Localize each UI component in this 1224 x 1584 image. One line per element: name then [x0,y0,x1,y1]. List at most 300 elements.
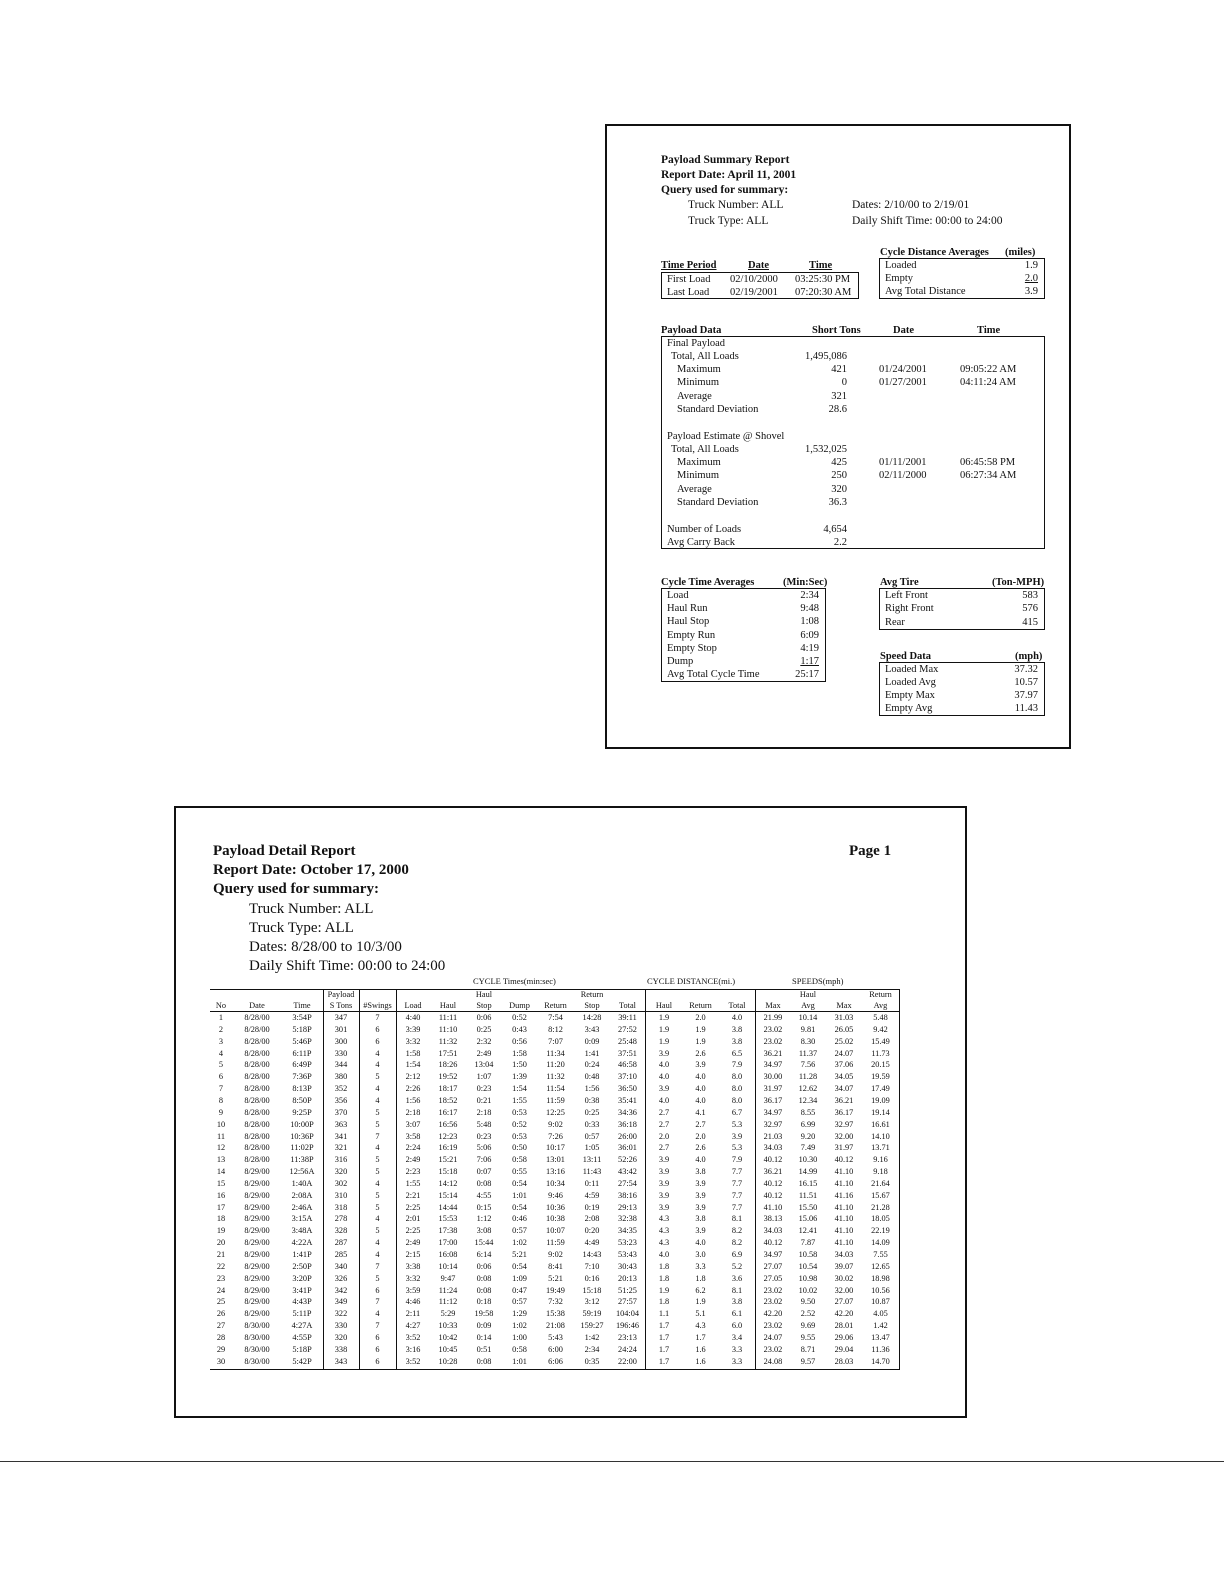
cell-speed-return-avg: 18.98 [871,1273,890,1283]
cell-speed-max2: 41.10 [834,1214,854,1224]
cell-speed-max: 21.03 [763,1131,783,1141]
cell-dist-total: 7.7 [731,1190,743,1200]
cell-speed-max: 21.99 [763,1013,783,1022]
cell-dist-haul: 1.9 [658,1013,670,1022]
cell-haul-stop: 0:25 [476,1024,492,1034]
cell-dist-haul: 1.9 [658,1024,670,1034]
cell-dist-total: 7.7 [731,1167,743,1177]
cell-time: 8:50P [292,1095,312,1105]
table-row [210,1333,900,1343]
cell-speed-haul-avg: 14.99 [798,1167,818,1177]
cell-speed-max2: 42.20 [834,1309,854,1319]
cell-dist-return: 4.0 [695,1238,706,1248]
cell-dump: 0:50 [512,1143,527,1153]
first-load-time: 03:25:30 PM [795,274,851,285]
cell-return: 11:59 [546,1238,565,1248]
cell-speed-haul-avg: 9.55 [800,1332,816,1342]
cell-speed-max: 42.20 [763,1309,783,1319]
cell-dist-total: 8.0 [731,1084,743,1094]
cell-date: 8/29/00 [244,1214,270,1224]
tire-right-front-label: Right Front [885,603,934,614]
cell-total: 37:51 [618,1048,637,1058]
summary-report-date: Report Date: April 11, 2001 [661,169,797,181]
cell-dist-total: 3.8 [731,1036,743,1046]
cell-speed-return-avg: 16.61 [871,1119,890,1129]
payload-final-avg-label: Average [677,391,712,402]
cell-dist-total: 3.8 [731,1024,743,1034]
cell-haul: 14:44 [438,1202,458,1212]
cell-haul-stop: 2:32 [476,1036,492,1046]
table-row [210,1084,900,1094]
cell-dump: 1:02 [512,1238,527,1248]
cell-load: 2:12 [405,1072,421,1082]
summary-truck-number: Truck Number: ALL [688,199,784,211]
cell-payload: 352 [334,1084,348,1094]
cell-date: 8/30/00 [244,1321,270,1331]
cell-date: 8/29/00 [244,1202,270,1212]
cell-speed-max: 34.03 [763,1143,783,1153]
cell-time: 1:40A [291,1178,313,1188]
cell-speed-max: 40.12 [763,1178,783,1188]
cell-speed-max2: 41.10 [834,1178,854,1188]
payload-date-header: Date [893,325,914,336]
payload-final-label: Final Payload [667,338,726,349]
cell-haul: 17:51 [438,1048,458,1058]
cell-time: 3:48A [291,1226,313,1236]
cycle-haul-stop-value: 1:08 [800,616,819,627]
cell-no: 5 [218,1060,224,1070]
cell-swings: 7 [375,1131,380,1141]
cell-haul: 11:12 [438,1297,458,1307]
cell-return-stop: 0:09 [584,1036,600,1046]
cell-total: 52:26 [618,1155,637,1165]
payload-final-min-date: 01/27/2001 [879,377,927,388]
cell-speed-haul-avg: 6.99 [800,1119,816,1129]
cell-return: 11:59 [546,1095,565,1105]
header-return-stop-top: Return [580,990,604,999]
cell-payload: 347 [334,1013,348,1022]
cycle-dump-value: 1:17 [800,656,819,667]
cell-return: 6:00 [548,1344,563,1354]
cell-speed-return-avg: 4.05 [873,1309,888,1319]
cell-total: 27:54 [618,1178,637,1188]
cell-total: 32:38 [618,1214,637,1224]
cell-speed-max: 34.97 [763,1250,783,1259]
cell-time: 10:36P [290,1131,314,1141]
cell-return: 19:49 [546,1285,565,1295]
table-row [210,1143,900,1153]
cell-swings: 4 [375,1238,380,1248]
cell-speed-max: 34.03 [763,1226,783,1236]
cell-date: 8/30/00 [244,1344,270,1354]
cell-return: 9:02 [548,1119,563,1129]
cell-dist-total: 5.2 [731,1261,743,1271]
cell-load: 3:16 [405,1344,421,1354]
cell-return-stop: 0:19 [584,1202,600,1212]
cell-return-stop: 4:59 [584,1190,600,1200]
cell-speed-max: 31.97 [763,1084,783,1094]
cell-speed-haul-avg: 11.51 [798,1190,818,1200]
cell-return: 7:54 [548,1013,563,1022]
payload-final-min-time: 04:11:24 AM [960,377,1016,388]
cell-dist-haul: 1.1 [658,1309,670,1319]
cell-swings: 5 [375,1190,380,1200]
cell-load: 3:39 [405,1024,421,1034]
cell-speed-return-avg: 21.64 [871,1178,890,1188]
cell-time: 11:38P [290,1155,314,1165]
cell-dist-return: 2.0 [695,1131,706,1141]
cell-dist-total: 8.1 [731,1285,743,1295]
cell-dist-haul: 4.3 [658,1226,670,1236]
cell-no: 27 [216,1321,226,1331]
cell-dist-return: 1.9 [695,1036,706,1046]
cell-date: 8/29/00 [244,1297,270,1307]
tire-left-front-label: Left Front [885,590,928,601]
cell-speed-max2: 41.10 [834,1167,854,1177]
cell-date: 8/29/00 [244,1167,270,1177]
table-row [210,1309,900,1319]
table-row [210,1297,900,1307]
cell-swings: 7 [375,1013,380,1022]
cell-return: 7:32 [548,1297,563,1307]
payload-estimate-label: Payload Estimate @ Shovel [667,431,785,442]
cell-haul-stop: 4:55 [476,1190,492,1200]
cell-return-stop: 0:35 [584,1356,600,1366]
cell-dist-return: 5.1 [695,1309,706,1319]
cell-dump: 0:58 [512,1155,527,1165]
cell-payload: 318 [334,1202,348,1212]
cell-haul-stop: 0:18 [476,1297,492,1307]
cell-no: 3 [218,1036,224,1046]
cell-speed-max: 32.97 [763,1119,783,1129]
cell-return-stop: 1:42 [584,1332,600,1342]
cell-swings: 5 [375,1107,380,1117]
detail-title: Payload Detail Report [213,843,356,859]
cell-load: 3:58 [405,1131,421,1141]
cell-date: 8/30/00 [244,1332,270,1342]
cell-load: 1:55 [405,1178,421,1188]
cell-speed-max: 40.12 [763,1155,783,1165]
cell-speed-max2: 34.03 [834,1250,854,1259]
speed-loaded-max-label: Loaded Max [885,664,939,675]
cell-load: 1:54 [405,1060,421,1070]
summary-query-label: Query used for summary: [661,184,789,196]
cell-speed-max: 24.07 [763,1332,783,1342]
cell-haul: 19:52 [438,1072,458,1082]
cell-speed-return-avg: 22.19 [871,1226,890,1236]
cell-dump: 0:55 [512,1167,527,1177]
payload-estimate-max-value: 425 [831,457,847,468]
cell-no: 13 [216,1155,226,1165]
cell-haul-stop: 0:06 [476,1261,492,1271]
cell-speed-haul-avg: 8.71 [800,1344,816,1354]
cell-speed-max2: 29.04 [834,1344,854,1354]
cell-speed-max2: 26.05 [834,1024,854,1034]
cell-speed-haul-avg: 9.69 [800,1321,816,1331]
cell-speed-haul-avg: 9.81 [800,1024,816,1034]
cell-date: 8/29/00 [244,1190,270,1200]
cell-return-stop: 15:18 [582,1285,602,1295]
cell-return: 10:38 [546,1214,565,1224]
distance-empty-label: Empty [885,273,913,284]
cell-dist-total: 6.0 [731,1321,743,1331]
cell-load: 2:23 [405,1167,421,1177]
cell-dist-return: 4.0 [695,1084,706,1094]
cell-dist-total: 3.3 [731,1356,743,1366]
table-row [210,1037,900,1047]
cell-haul: 14:12 [438,1178,458,1188]
cell-no: 6 [218,1072,224,1082]
cell-date: 8/29/00 [244,1273,270,1283]
cell-dump: 0:47 [512,1285,527,1295]
cell-return-stop: 1:41 [584,1048,600,1058]
payload-final-min-value: 0 [841,377,847,388]
cell-haul-stop: 19:58 [474,1309,494,1319]
cell-return-stop: 0:20 [584,1226,600,1236]
table-row [210,1214,900,1224]
cell-return: 10:17 [546,1143,565,1153]
cell-time: 4:22A [291,1238,313,1248]
cell-no: 15 [216,1178,226,1188]
cycle-empty-stop-value: 4:19 [800,643,819,654]
cell-date: 8/28/00 [244,1060,270,1070]
cell-date: 8/29/00 [244,1285,270,1295]
group-header-cycle-times: CYCLE Times(min:sec) [473,976,556,986]
cell-load: 3:59 [405,1285,421,1295]
cell-haul-stop: 0:23 [476,1131,492,1141]
cell-dump: 0:43 [512,1024,527,1034]
cell-payload: 285 [334,1250,348,1259]
header-no: No [215,1001,227,1010]
payload-estimate-max-label: Maximum [677,457,721,468]
cell-total: 38:16 [618,1190,637,1200]
summary-shift: Daily Shift Time: 00:00 to 24:00 [852,215,1003,227]
cell-date: 8/29/00 [244,1226,270,1236]
carry-back-label: Avg Carry Back [667,537,736,548]
cell-dist-return: 4.0 [695,1155,706,1165]
payload-estimate-max-date: 01/11/2001 [879,457,927,468]
cell-load: 2:18 [405,1107,421,1117]
cell-dist-haul: 2.0 [658,1131,670,1141]
cell-payload: 301 [334,1024,348,1034]
header-total: Total [619,1001,636,1010]
cell-payload: 326 [334,1273,348,1283]
cell-payload: 370 [334,1107,348,1117]
cell-dist-return: 1.8 [695,1273,706,1283]
cell-dist-haul: 1.8 [658,1261,670,1271]
cell-haul: 18:17 [438,1084,458,1094]
table-row [210,1274,900,1284]
cell-haul-stop: 0:09 [476,1321,492,1331]
cell-time: 2:50P [292,1261,312,1271]
cell-payload: 287 [334,1238,348,1248]
cell-no: 23 [216,1273,226,1283]
cell-haul: 15:14 [438,1190,458,1200]
payload-final-total-value: 1,495,086 [805,351,847,362]
cell-swings: 5 [375,1273,380,1283]
cell-no: 4 [218,1048,224,1058]
cell-haul: 16:17 [438,1107,458,1117]
cell-dist-return: 1.6 [695,1356,706,1366]
cell-haul-stop: 5:06 [476,1143,492,1153]
cell-speed-max: 24.08 [763,1356,783,1366]
cell-total: 43:42 [618,1167,637,1177]
cell-haul: 11:10 [438,1024,458,1034]
cell-dist-haul: 3.9 [658,1202,670,1212]
cell-time: 3:20P [292,1273,312,1283]
cycle-total-value: 25:17 [795,669,819,680]
cell-no: 16 [216,1190,226,1200]
cell-haul: 9:47 [440,1273,456,1283]
group-header-cycle-distance: CYCLE DISTANCE(mi.) [647,976,736,986]
cell-payload: 343 [334,1356,348,1366]
cell-haul-stop: 7:06 [476,1155,492,1165]
cell-dist-return: 2.7 [695,1119,706,1129]
cell-load: 2:15 [405,1250,421,1259]
cell-load: 3:38 [405,1261,421,1271]
cell-load: 2:24 [405,1143,421,1153]
cell-date: 8/28/00 [244,1013,270,1022]
cell-haul-stop: 0:08 [476,1273,492,1283]
cell-dump: 1:58 [512,1048,527,1058]
cell-total: 51:25 [618,1285,637,1295]
cell-dump: 0:53 [512,1131,527,1141]
cell-no: 9 [218,1107,224,1117]
cell-haul: 10:33 [438,1321,458,1331]
cell-return-stop: 7:10 [584,1261,600,1271]
cell-dump: 1:01 [512,1356,527,1366]
cell-dist-return: 1.6 [695,1344,706,1354]
cell-speed-max: 34.97 [763,1107,783,1117]
cell-haul: 10:14 [438,1261,458,1271]
cell-dist-total: 4.0 [731,1013,743,1022]
cell-total: 34:36 [618,1107,637,1117]
cell-return-stop: 0:25 [584,1107,600,1117]
cell-dump: 1:39 [512,1072,527,1082]
header-speed-haul-avg: Avg [801,1001,815,1010]
table-row [210,1286,900,1296]
cell-speed-max2: 31.97 [834,1143,854,1153]
cell-dist-haul: 3.9 [658,1048,670,1058]
cell-load: 4:40 [405,1013,421,1022]
cell-dist-haul: 2.7 [658,1107,670,1117]
cell-time: 4:27A [291,1321,313,1331]
cell-return: 11:20 [546,1060,565,1070]
cell-return: 11:32 [546,1072,565,1082]
cell-dist-haul: 2.7 [658,1143,670,1153]
cell-payload: 330 [334,1321,348,1331]
cell-haul-stop: 15:44 [474,1238,494,1248]
cell-dump: 0:54 [512,1261,527,1271]
summary-truck-type: Truck Type: ALL [688,215,769,227]
cell-payload: 316 [334,1155,348,1165]
cell-no: 11 [217,1131,225,1141]
cell-date: 8/29/00 [244,1250,270,1259]
cell-speed-haul-avg: 7.56 [800,1060,816,1070]
cycle-empty-run-value: 6:09 [800,630,819,641]
cell-swings: 6 [375,1344,380,1354]
detail-page-number: Page 1 [849,843,892,859]
cell-speed-haul-avg: 15.06 [798,1214,818,1224]
cell-haul-stop: 3:08 [476,1226,492,1236]
cell-speed-max2: 27.07 [834,1297,854,1307]
payload-final-total-label: Total, All Loads [671,351,739,362]
cell-load: 2:26 [405,1084,421,1094]
cycle-empty-stop-label: Empty Stop [667,643,717,654]
distance-empty-value: 2.0 [1024,273,1038,284]
cell-return-stop: 0:38 [584,1095,600,1105]
cell-speed-max2: 29.06 [834,1332,854,1342]
cell-speed-return-avg: 10.87 [871,1297,890,1307]
cell-no: 21 [216,1250,226,1259]
cell-dump: 0:53 [512,1107,527,1117]
cell-speed-max2: 25.02 [834,1036,854,1046]
cell-swings: 7 [375,1297,380,1307]
cell-dist-haul: 4.0 [658,1072,670,1082]
cell-swings: 4 [375,1095,380,1105]
cell-speed-return-avg: 11.36 [871,1344,890,1354]
cell-no: 17 [216,1202,226,1212]
cell-no: 10 [216,1119,226,1129]
header-haul: Haul [439,1001,457,1010]
cell-payload: 380 [334,1072,348,1082]
cell-time: 5:18P [292,1024,312,1034]
table-row [210,1049,900,1059]
cell-time: 2:46A [291,1202,313,1212]
cell-haul-stop: 0:07 [476,1167,492,1177]
cell-time: 5:42P [292,1356,312,1366]
cycle-load-value: 2:34 [800,590,819,601]
cell-haul: 16:19 [438,1143,458,1153]
cell-time: 4:43P [292,1297,312,1307]
cell-no: 8 [218,1095,224,1105]
cell-no: 1 [218,1013,224,1022]
cell-return-stop: 2:08 [584,1214,600,1224]
cell-dist-haul: 4.0 [658,1060,670,1070]
cell-total: 46:58 [618,1060,637,1070]
cell-dist-haul: 3.9 [658,1190,670,1200]
cell-total: 53:23 [618,1238,637,1248]
detail-query-label: Query used for summary: [213,881,379,897]
detail-dates: Dates: 8/28/00 to 10/3/00 [249,939,402,955]
cell-dist-total: 5.3 [731,1119,743,1129]
cell-total: 26:00 [618,1131,637,1141]
cell-time: 5:18P [292,1344,312,1354]
summary-title: Payload Summary Report [661,154,790,166]
cell-haul: 16:56 [438,1119,458,1129]
cell-payload: 278 [334,1214,348,1224]
cell-return: 10:34 [546,1178,565,1188]
cycle-distance-unit: (miles) [1005,247,1036,258]
time-period-time-header: Time [809,260,833,271]
cell-dist-total: 8.0 [731,1072,743,1082]
table-row [210,1357,900,1367]
cell-speed-return-avg: 20.15 [871,1060,890,1070]
table-bottom-rule [210,1369,900,1370]
cell-speed-haul-avg: 8.30 [800,1036,816,1046]
cell-return: 5:43 [548,1332,563,1342]
cell-swings: 5 [375,1202,380,1212]
table-row [210,1250,900,1260]
cell-dist-total: 5.3 [731,1143,743,1153]
header-time: Time [293,1001,311,1010]
cell-date: 8/28/00 [244,1143,270,1153]
cell-dist-return: 3.0 [695,1250,706,1259]
speed-loaded-max-value: 37.32 [1014,664,1038,675]
cell-dist-total: 7.7 [731,1178,743,1188]
cell-return: 10:07 [546,1226,565,1236]
cell-return-stop: 159:27 [580,1321,604,1331]
